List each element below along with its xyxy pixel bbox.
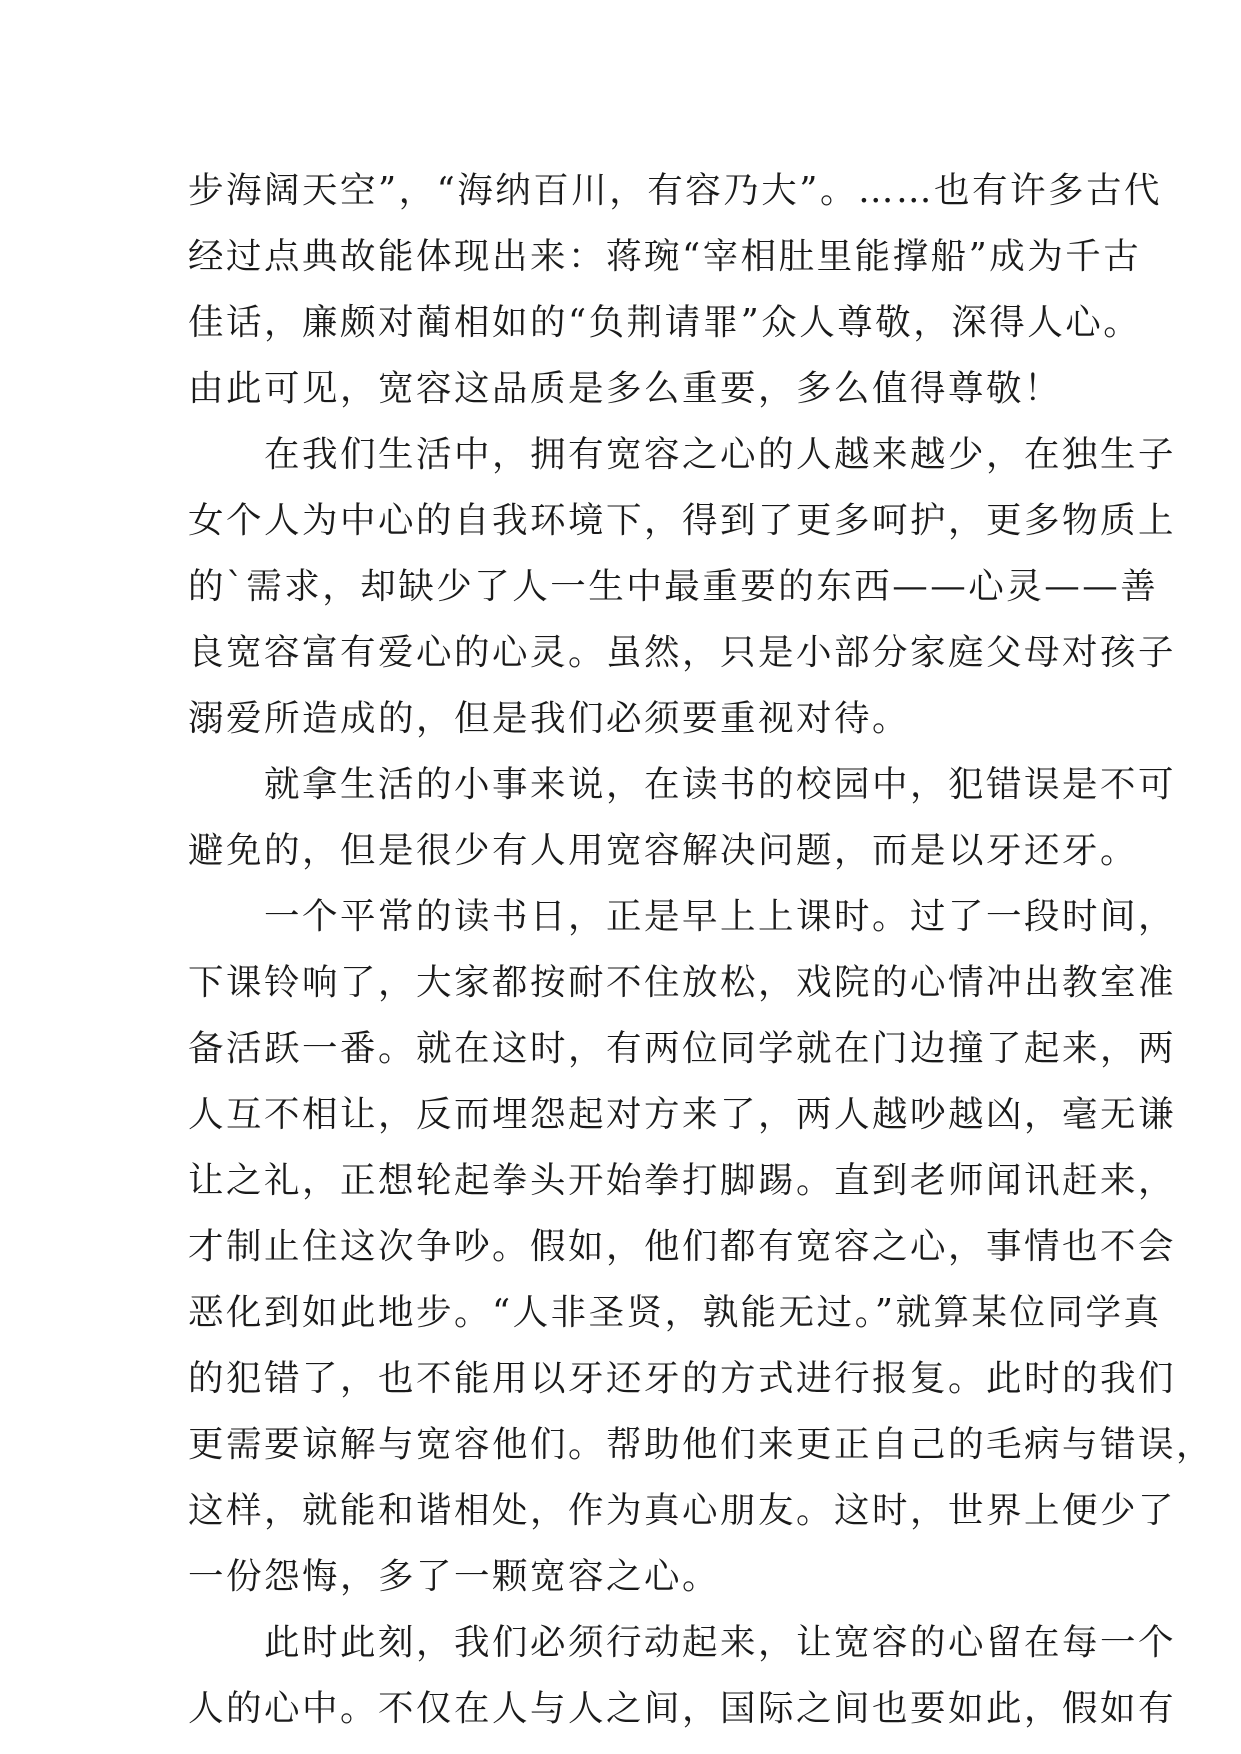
text-line: 就拿生活的小事来说，在读书的校园中，犯错误是不可 (188, 764, 1177, 805)
text-line: 佳话，廉颇对蔺相如的“负荆请罪”众人尊敬，深得人心。 (188, 302, 1142, 343)
text-line: 这样，就能和谐相处，作为真心朋友。这时，世界上便少了 (188, 1490, 1177, 1531)
text-line: 才制止住这次争吵。假如，他们都有宽容之心，事情也不会 (188, 1226, 1177, 1267)
text-line: 的`需求，却缺少了人一生中最重要的东西——心灵——善 (188, 566, 1159, 607)
text-line: 在我们生活中，拥有宽容之心的人越来越少，在独生子 (188, 434, 1177, 475)
text-line: 的犯错了，也不能用以牙还牙的方式进行报复。此时的我们 (188, 1358, 1177, 1399)
text-line: 女个人为中心的自我环境下，得到了更多呵护，更多物质上 (188, 500, 1177, 541)
text-line: 备活跃一番。就在这时，有两位同学就在门边撞了起来，两 (188, 1028, 1177, 1069)
text-line: 一份怨悔，多了一颗宽容之心。 (188, 1556, 721, 1597)
text-line: 下课铃响了，大家都按耐不住放松，戏院的心情冲出教室准 (188, 962, 1177, 1003)
essay-body (188, 158, 1215, 1742)
text-line: 更需要谅解与宽容他们。帮助他们来更正自己的毛病与错误， (188, 1424, 1215, 1465)
text-line: 人的心中。不仅在人与人之间，国际之间也要如此，假如有 (188, 1688, 1177, 1729)
text-line: 恶化到如此地步。“人非圣贤，孰能无过。”就算某位同学真 (188, 1292, 1162, 1333)
text-line: 让之礼，正想轮起拳头开始拳打脚踢。直到老师闻讯赶来， (188, 1160, 1177, 1201)
text-line: 人互不相让，反而埋怨起对方来了，两人越吵越凶，毫无谦 (188, 1094, 1177, 1135)
text-line: 一个平常的读书日，正是早上上课时。过了一段时间， (188, 896, 1177, 937)
text-line: 由此可见，宽容这品质是多么重要，多么值得尊敬！ (188, 368, 1063, 409)
text-line: 此时此刻，我们必须行动起来，让宽容的心留在每一个 (188, 1622, 1177, 1663)
text-line: 溺爱所造成的，但是我们必须要重视对待。 (188, 698, 911, 739)
text-line: 经过点典故能体现出来：蒋琬“宰相肚里能撑船”成为千古 (188, 236, 1142, 277)
text-line: 良宽容富有爱心的心灵。虽然，只是小部分家庭父母对孩子 (188, 632, 1177, 673)
text-line: 步海阔天空”，“海纳百川，有容乃大”。……也有许多古代 (188, 170, 1162, 211)
text-line: 避免的，但是很少有人用宽容解决问题，而是以牙还牙。 (188, 830, 1139, 871)
